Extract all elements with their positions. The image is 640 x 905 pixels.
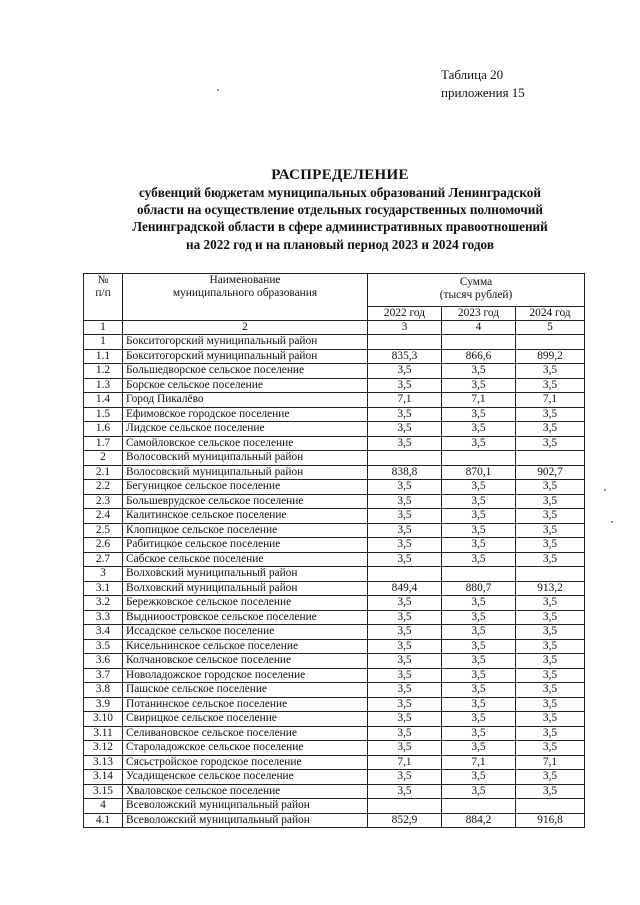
- amount-2022: 3,5: [368, 668, 442, 683]
- row-number: 2.3: [84, 494, 123, 509]
- municipality-name: Самойловское сельское поселение: [123, 436, 368, 451]
- row-number: 3.4: [84, 625, 123, 640]
- column-index-3: 3: [368, 321, 442, 335]
- table-row: [84, 364, 585, 379]
- table-row: [84, 625, 585, 640]
- table-row: [84, 639, 585, 654]
- amount-2024: [516, 799, 585, 814]
- municipality-name: Лидское сельское поселение: [123, 422, 368, 437]
- table-row: [84, 741, 585, 756]
- amount-2022: 835,3: [368, 349, 442, 364]
- amount-2022: 3,5: [368, 770, 442, 785]
- amount-2023: [442, 567, 516, 582]
- amount-2024: 7,1: [516, 755, 585, 770]
- amount-2023: [442, 335, 516, 350]
- amount-2023: 3,5: [442, 770, 516, 785]
- amount-2024: 3,5: [516, 639, 585, 654]
- header-number: [84, 274, 123, 321]
- row-number: 3.5: [84, 639, 123, 654]
- municipality-name: Кисельнинское сельское поселение: [123, 639, 368, 654]
- row-number: 3.3: [84, 610, 123, 625]
- amount-2022: 3,5: [368, 654, 442, 669]
- amount-2023: 3,5: [442, 378, 516, 393]
- table-row: [84, 407, 585, 422]
- row-number: 3.8: [84, 683, 123, 698]
- municipality-name: Свирицкое сельское поселение: [123, 712, 368, 727]
- amount-2022: 3,5: [368, 494, 442, 509]
- amount-2023: 3,5: [442, 654, 516, 669]
- table-row: [84, 523, 585, 538]
- amount-2022: 3,5: [368, 480, 442, 495]
- amount-2023: 7,1: [442, 393, 516, 408]
- amount-2024: 3,5: [516, 538, 585, 553]
- row-number: 2.4: [84, 509, 123, 524]
- amount-2022: 3,5: [368, 407, 442, 422]
- amount-2022: 3,5: [368, 364, 442, 379]
- municipality-name: Волховский муниципальный район: [123, 567, 368, 582]
- row-number: 1.3: [84, 378, 123, 393]
- table-row: [84, 726, 585, 741]
- row-number: 3.9: [84, 697, 123, 712]
- row-number: 1.5: [84, 407, 123, 422]
- amount-2024: 7,1: [516, 393, 585, 408]
- amount-2024: 3,5: [516, 480, 585, 495]
- municipality-name: Калитинское сельское поселение: [123, 509, 368, 524]
- municipality-name: Сясьстройское городское поселение: [123, 755, 368, 770]
- title-line-5: на 2022 год и на плановый период 2023 и 2024 годов: [186, 236, 494, 252]
- amount-2024: 916,8: [516, 813, 585, 828]
- column-index-1: 1: [84, 321, 123, 335]
- row-number: 1: [84, 335, 123, 350]
- table-row: [84, 596, 585, 611]
- row-number: 3.2: [84, 596, 123, 611]
- row-number: 3.1: [84, 581, 123, 596]
- amount-2023: 3,5: [442, 697, 516, 712]
- header-sum: [368, 274, 585, 307]
- amount-2022: 852,9: [368, 813, 442, 828]
- amount-2023: 3,5: [442, 741, 516, 756]
- amount-2023: 870,1: [442, 465, 516, 480]
- title-main: РАСПРЕДЕЛЕНИЕ: [271, 167, 409, 183]
- municipality-name: Бокситогорский муниципальный район: [123, 335, 368, 350]
- row-number: 3.15: [84, 784, 123, 799]
- table-row: [84, 668, 585, 683]
- amount-2024: 3,5: [516, 364, 585, 379]
- table-row: [84, 335, 585, 350]
- table-row: [84, 755, 585, 770]
- amount-2023: 7,1: [442, 755, 516, 770]
- amount-2024: 3,5: [516, 407, 585, 422]
- table-row: [84, 451, 585, 466]
- amount-2022: 3,5: [368, 378, 442, 393]
- scan-speck: [611, 521, 613, 523]
- amount-2023: 3,5: [442, 422, 516, 437]
- table-row: [84, 770, 585, 785]
- amount-2024: 3,5: [516, 770, 585, 785]
- row-number: 3.11: [84, 726, 123, 741]
- amount-2023: 3,5: [442, 639, 516, 654]
- amount-2023: 3,5: [442, 538, 516, 553]
- amount-2022: [368, 799, 442, 814]
- municipality-name: Бегуницкое сельское поселение: [123, 480, 368, 495]
- scan-speck: [217, 89, 219, 91]
- amount-2024: 3,5: [516, 625, 585, 640]
- table-row: [84, 567, 585, 582]
- row-number: 3: [84, 567, 123, 582]
- header-name: [123, 274, 368, 321]
- municipality-name: Иссадское сельское поселение: [123, 625, 368, 640]
- amount-2022: 3,5: [368, 741, 442, 756]
- municipality-name: Ефимовское городское поселение: [123, 407, 368, 422]
- table-number: Таблица 20: [441, 67, 504, 82]
- municipality-name: Волховский муниципальный район: [123, 581, 368, 596]
- municipality-name: Потанинское сельское поселение: [123, 697, 368, 712]
- amount-2022: 3,5: [368, 726, 442, 741]
- amount-2022: 838,8: [368, 465, 442, 480]
- amount-2024: 3,5: [516, 784, 585, 799]
- amount-2024: 3,5: [516, 741, 585, 756]
- column-index-4: 4: [442, 321, 516, 335]
- amount-2024: 3,5: [516, 378, 585, 393]
- amount-2023: 3,5: [442, 552, 516, 567]
- header-year-2024: 2024 год: [516, 307, 585, 321]
- amount-2023: 3,5: [442, 610, 516, 625]
- table-row: [84, 378, 585, 393]
- row-number: 3.12: [84, 741, 123, 756]
- amount-2024: 3,5: [516, 523, 585, 538]
- amount-2023: 3,5: [442, 668, 516, 683]
- row-number: 3.7: [84, 668, 123, 683]
- amount-2022: 3,5: [368, 639, 442, 654]
- table-body: [84, 335, 585, 828]
- row-number: 3.6: [84, 654, 123, 669]
- amount-2024: 3,5: [516, 596, 585, 611]
- table-reference: [441, 66, 525, 102]
- table-row: [84, 422, 585, 437]
- amount-2022: 3,5: [368, 697, 442, 712]
- amount-2024: 3,5: [516, 668, 585, 683]
- municipality-name: Клопицкое сельское поселение: [123, 523, 368, 538]
- amount-2024: 3,5: [516, 610, 585, 625]
- table-row: [84, 813, 585, 828]
- table-row: [84, 784, 585, 799]
- row-number: 4.1: [84, 813, 123, 828]
- amount-2024: [516, 335, 585, 350]
- amount-2024: 3,5: [516, 494, 585, 509]
- header-number-abbr: п/п: [95, 287, 111, 299]
- table-row: [84, 683, 585, 698]
- municipality-name: Выдниоостровское сельское поселение: [123, 610, 368, 625]
- municipality-name: Большедворское сельское поселение: [123, 364, 368, 379]
- title-line-2: субвенций бюджетам муниципальных образований Ленинградской: [139, 185, 541, 200]
- row-number: 2.5: [84, 523, 123, 538]
- amount-2023: 3,5: [442, 596, 516, 611]
- row-number: 3.10: [84, 712, 123, 727]
- amount-2024: 3,5: [516, 726, 585, 741]
- municipality-name: Усадищенское сельское поселение: [123, 770, 368, 785]
- table-row: [84, 712, 585, 727]
- amount-2022: 3,5: [368, 422, 442, 437]
- row-number: 1.2: [84, 364, 123, 379]
- municipality-name: Староладожское сельское поселение: [123, 741, 368, 756]
- row-number: 2.2: [84, 480, 123, 495]
- table-row: [84, 799, 585, 814]
- municipality-name: Всеволожский муниципальный район: [123, 799, 368, 814]
- amount-2024: 902,7: [516, 465, 585, 480]
- amount-2023: [442, 799, 516, 814]
- row-number: 1.1: [84, 349, 123, 364]
- amount-2022: 3,5: [368, 596, 442, 611]
- municipality-name: Борское сельское поселение: [123, 378, 368, 393]
- municipality-name: Большеврудское сельское поселение: [123, 494, 368, 509]
- municipality-name: Бережковское сельское поселение: [123, 596, 368, 611]
- table-row: [84, 494, 585, 509]
- amount-2024: 3,5: [516, 552, 585, 567]
- row-number: 1.6: [84, 422, 123, 437]
- table-row: [84, 349, 585, 364]
- amount-2024: 3,5: [516, 683, 585, 698]
- header-name-line2: муниципального образования: [172, 287, 318, 299]
- header-sum-label: Сумма: [459, 276, 493, 288]
- row-number: 2.6: [84, 538, 123, 553]
- amount-2023: 3,5: [442, 407, 516, 422]
- amount-2023: 866,6: [442, 349, 516, 364]
- amount-2024: 3,5: [516, 654, 585, 669]
- row-number: 2.7: [84, 552, 123, 567]
- amount-2024: 913,2: [516, 581, 585, 596]
- amount-2023: 880,7: [442, 581, 516, 596]
- amount-2022: [368, 451, 442, 466]
- amount-2023: 884,2: [442, 813, 516, 828]
- header-year-2022: 2022 год: [368, 307, 442, 321]
- table-row: [84, 697, 585, 712]
- amount-2024: 3,5: [516, 697, 585, 712]
- municipality-name: Волосовский муниципальный район: [123, 451, 368, 466]
- title-line-4: Ленинградской области в сфере административных правоотношений: [132, 219, 548, 235]
- row-number: 3.13: [84, 755, 123, 770]
- amount-2023: 3,5: [442, 683, 516, 698]
- header-sum-unit: (тысяч рублей): [439, 289, 513, 301]
- row-number: 1.4: [84, 393, 123, 408]
- amount-2022: 7,1: [368, 755, 442, 770]
- row-number: 2.1: [84, 465, 123, 480]
- amount-2023: 3,5: [442, 509, 516, 524]
- amount-2022: 3,5: [368, 625, 442, 640]
- amount-2022: 3,5: [368, 538, 442, 553]
- table-row: [84, 465, 585, 480]
- amount-2022: 7,1: [368, 393, 442, 408]
- amount-2023: 3,5: [442, 436, 516, 451]
- amount-2023: 3,5: [442, 364, 516, 379]
- row-number: 1.7: [84, 436, 123, 451]
- municipality-name: Колчановское сельское поселение: [123, 654, 368, 669]
- amount-2022: 3,5: [368, 610, 442, 625]
- amount-2022: [368, 335, 442, 350]
- row-number: 4: [84, 799, 123, 814]
- amount-2022: 849,4: [368, 581, 442, 596]
- table-header: [84, 274, 585, 335]
- table-row: [84, 393, 585, 408]
- municipality-name: Всеволожский муниципальный район: [123, 813, 368, 828]
- table-row: [84, 552, 585, 567]
- municipality-name: Бокситогорский муниципальный район: [123, 349, 368, 364]
- amount-2022: [368, 567, 442, 582]
- scan-speck: [604, 489, 606, 491]
- row-number: 3.14: [84, 770, 123, 785]
- amount-2023: [442, 451, 516, 466]
- municipality-name: Селивановское сельское поселение: [123, 726, 368, 741]
- municipality-name: Рабитицкое сельское поселение: [123, 538, 368, 553]
- document-title: [90, 166, 590, 253]
- amount-2023: 3,5: [442, 712, 516, 727]
- amount-2023: 3,5: [442, 480, 516, 495]
- amount-2023: 3,5: [442, 784, 516, 799]
- amount-2024: [516, 451, 585, 466]
- title-line-3: области на осуществление отдельных государственных полномочий: [137, 202, 543, 218]
- amount-2024: 3,5: [516, 712, 585, 727]
- amount-2024: 3,5: [516, 422, 585, 437]
- table-row: [84, 581, 585, 596]
- distribution-table: [83, 273, 585, 828]
- amount-2024: 899,2: [516, 349, 585, 364]
- municipality-name: Город Пикалёво: [123, 393, 368, 408]
- municipality-name: Хваловское сельское поселение: [123, 784, 368, 799]
- municipality-name: Пашское сельское поселение: [123, 683, 368, 698]
- header-name-line1: Наименование: [209, 274, 281, 286]
- amount-2024: 3,5: [516, 436, 585, 451]
- amount-2022: 3,5: [368, 523, 442, 538]
- amount-2022: 3,5: [368, 683, 442, 698]
- header-number-sign: №: [97, 274, 109, 286]
- column-index-2: 2: [123, 321, 368, 335]
- amount-2023: 3,5: [442, 625, 516, 640]
- header-year-2023: 2023 год: [442, 307, 516, 321]
- table-row: [84, 610, 585, 625]
- appendix-number: приложения 15: [441, 85, 525, 100]
- amount-2024: [516, 567, 585, 582]
- amount-2023: 3,5: [442, 523, 516, 538]
- table-row: [84, 538, 585, 553]
- amount-2022: 3,5: [368, 436, 442, 451]
- column-index-5: 5: [516, 321, 585, 335]
- amount-2022: 3,5: [368, 509, 442, 524]
- table-row: [84, 436, 585, 451]
- amount-2023: 3,5: [442, 726, 516, 741]
- municipality-name: Новоладожское городское поселение: [123, 668, 368, 683]
- amount-2022: 3,5: [368, 552, 442, 567]
- row-number: 2: [84, 451, 123, 466]
- table-row: [84, 509, 585, 524]
- amount-2022: 3,5: [368, 712, 442, 727]
- amount-2022: 3,5: [368, 784, 442, 799]
- table-row: [84, 654, 585, 669]
- amount-2024: 3,5: [516, 509, 585, 524]
- municipality-name: Сабское сельское поселение: [123, 552, 368, 567]
- municipality-name: Волосовский муниципальный район: [123, 465, 368, 480]
- table-row: [84, 480, 585, 495]
- amount-2023: 3,5: [442, 494, 516, 509]
